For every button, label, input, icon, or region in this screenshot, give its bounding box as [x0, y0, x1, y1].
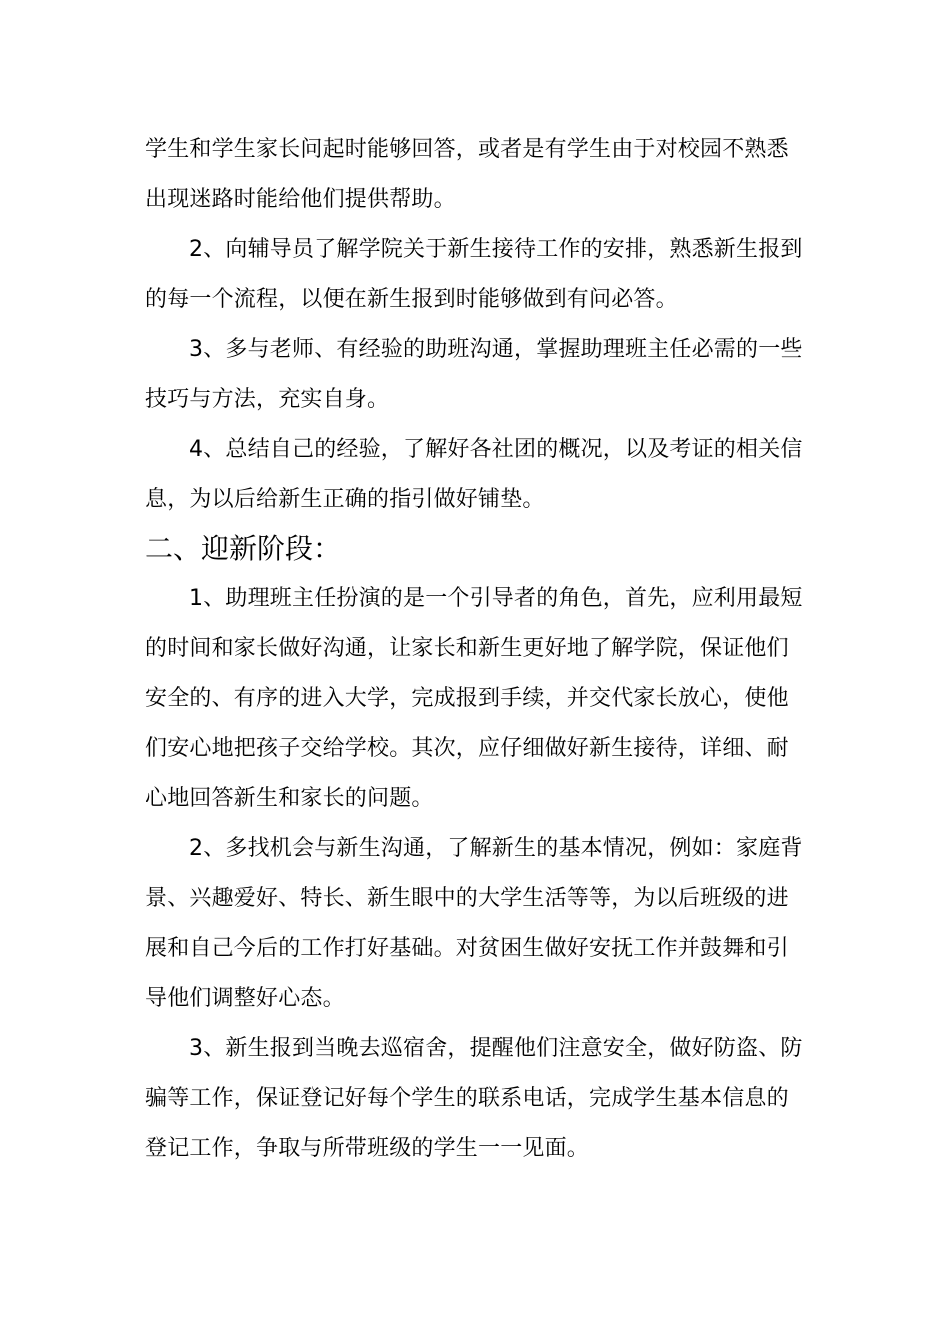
paragraph-line: 景、兴趣爱好、特长、新生眼中的大学生活等等，为以后班级的进: [145, 886, 789, 911]
paragraph-line: 登记工作，争取与所带班级的学生一一见面。: [145, 1136, 590, 1161]
paragraph-line: 安全的、有序的进入大学，完成报到手续，并交代家长放心，使他: [145, 686, 789, 711]
paragraph-line: 展和自己今后的工作打好基础。对贫困生做好安抚工作并鼓舞和引: [145, 936, 789, 961]
paragraph-line: 技巧与方法，充实自身。: [145, 387, 390, 412]
paragraph-line: 的每一个流程，以便在新生报到时能够做到有问必答。: [145, 287, 678, 312]
paragraph-line: 学生和学生家长问起时能够回答，或者是有学生由于对校园不熟悉: [145, 137, 789, 162]
paragraph-line: 3、新生报到当晚去巡宿舍，提醒他们注意安全，做好防盗、防: [189, 1036, 803, 1061]
paragraph-line: 出现迷路时能给他们提供帮助。: [145, 187, 456, 212]
paragraph-line: 导他们调整好心态。: [145, 986, 345, 1011]
paragraph-line: 骗等工作，保证登记好每个学生的联系电话，完成学生基本信息的: [145, 1086, 789, 1111]
paragraph-line: 们安心地把孩子交给学校。其次，应仔细做好新生接待，详细、耐: [145, 736, 789, 761]
section-heading: 二、迎新阶段：: [145, 532, 342, 565]
paragraph-line: 心地回答新生和家长的问题。: [145, 786, 434, 811]
paragraph-line: 2、多找机会与新生沟通，了解新生的基本情况，例如：家庭背: [189, 836, 803, 861]
paragraph-line: 1、助理班主任扮演的是一个引导者的角色，首先，应利用最短: [189, 586, 803, 611]
paragraph-line: 3、多与老师、有经验的助班沟通，掌握助理班主任必需的一些: [189, 337, 803, 362]
paragraph-line: 4、总结自己的经验，了解好各社团的概况，以及考证的相关信: [189, 437, 803, 462]
paragraph-line: 2、向辅导员了解学院关于新生接待工作的安排，熟悉新生报到: [189, 237, 803, 262]
paragraph-line: 息，为以后给新生正确的指引做好铺垫。: [145, 487, 545, 512]
paragraph-line: 的时间和家长做好沟通，让家长和新生更好地了解学院，保证他们: [145, 636, 789, 661]
